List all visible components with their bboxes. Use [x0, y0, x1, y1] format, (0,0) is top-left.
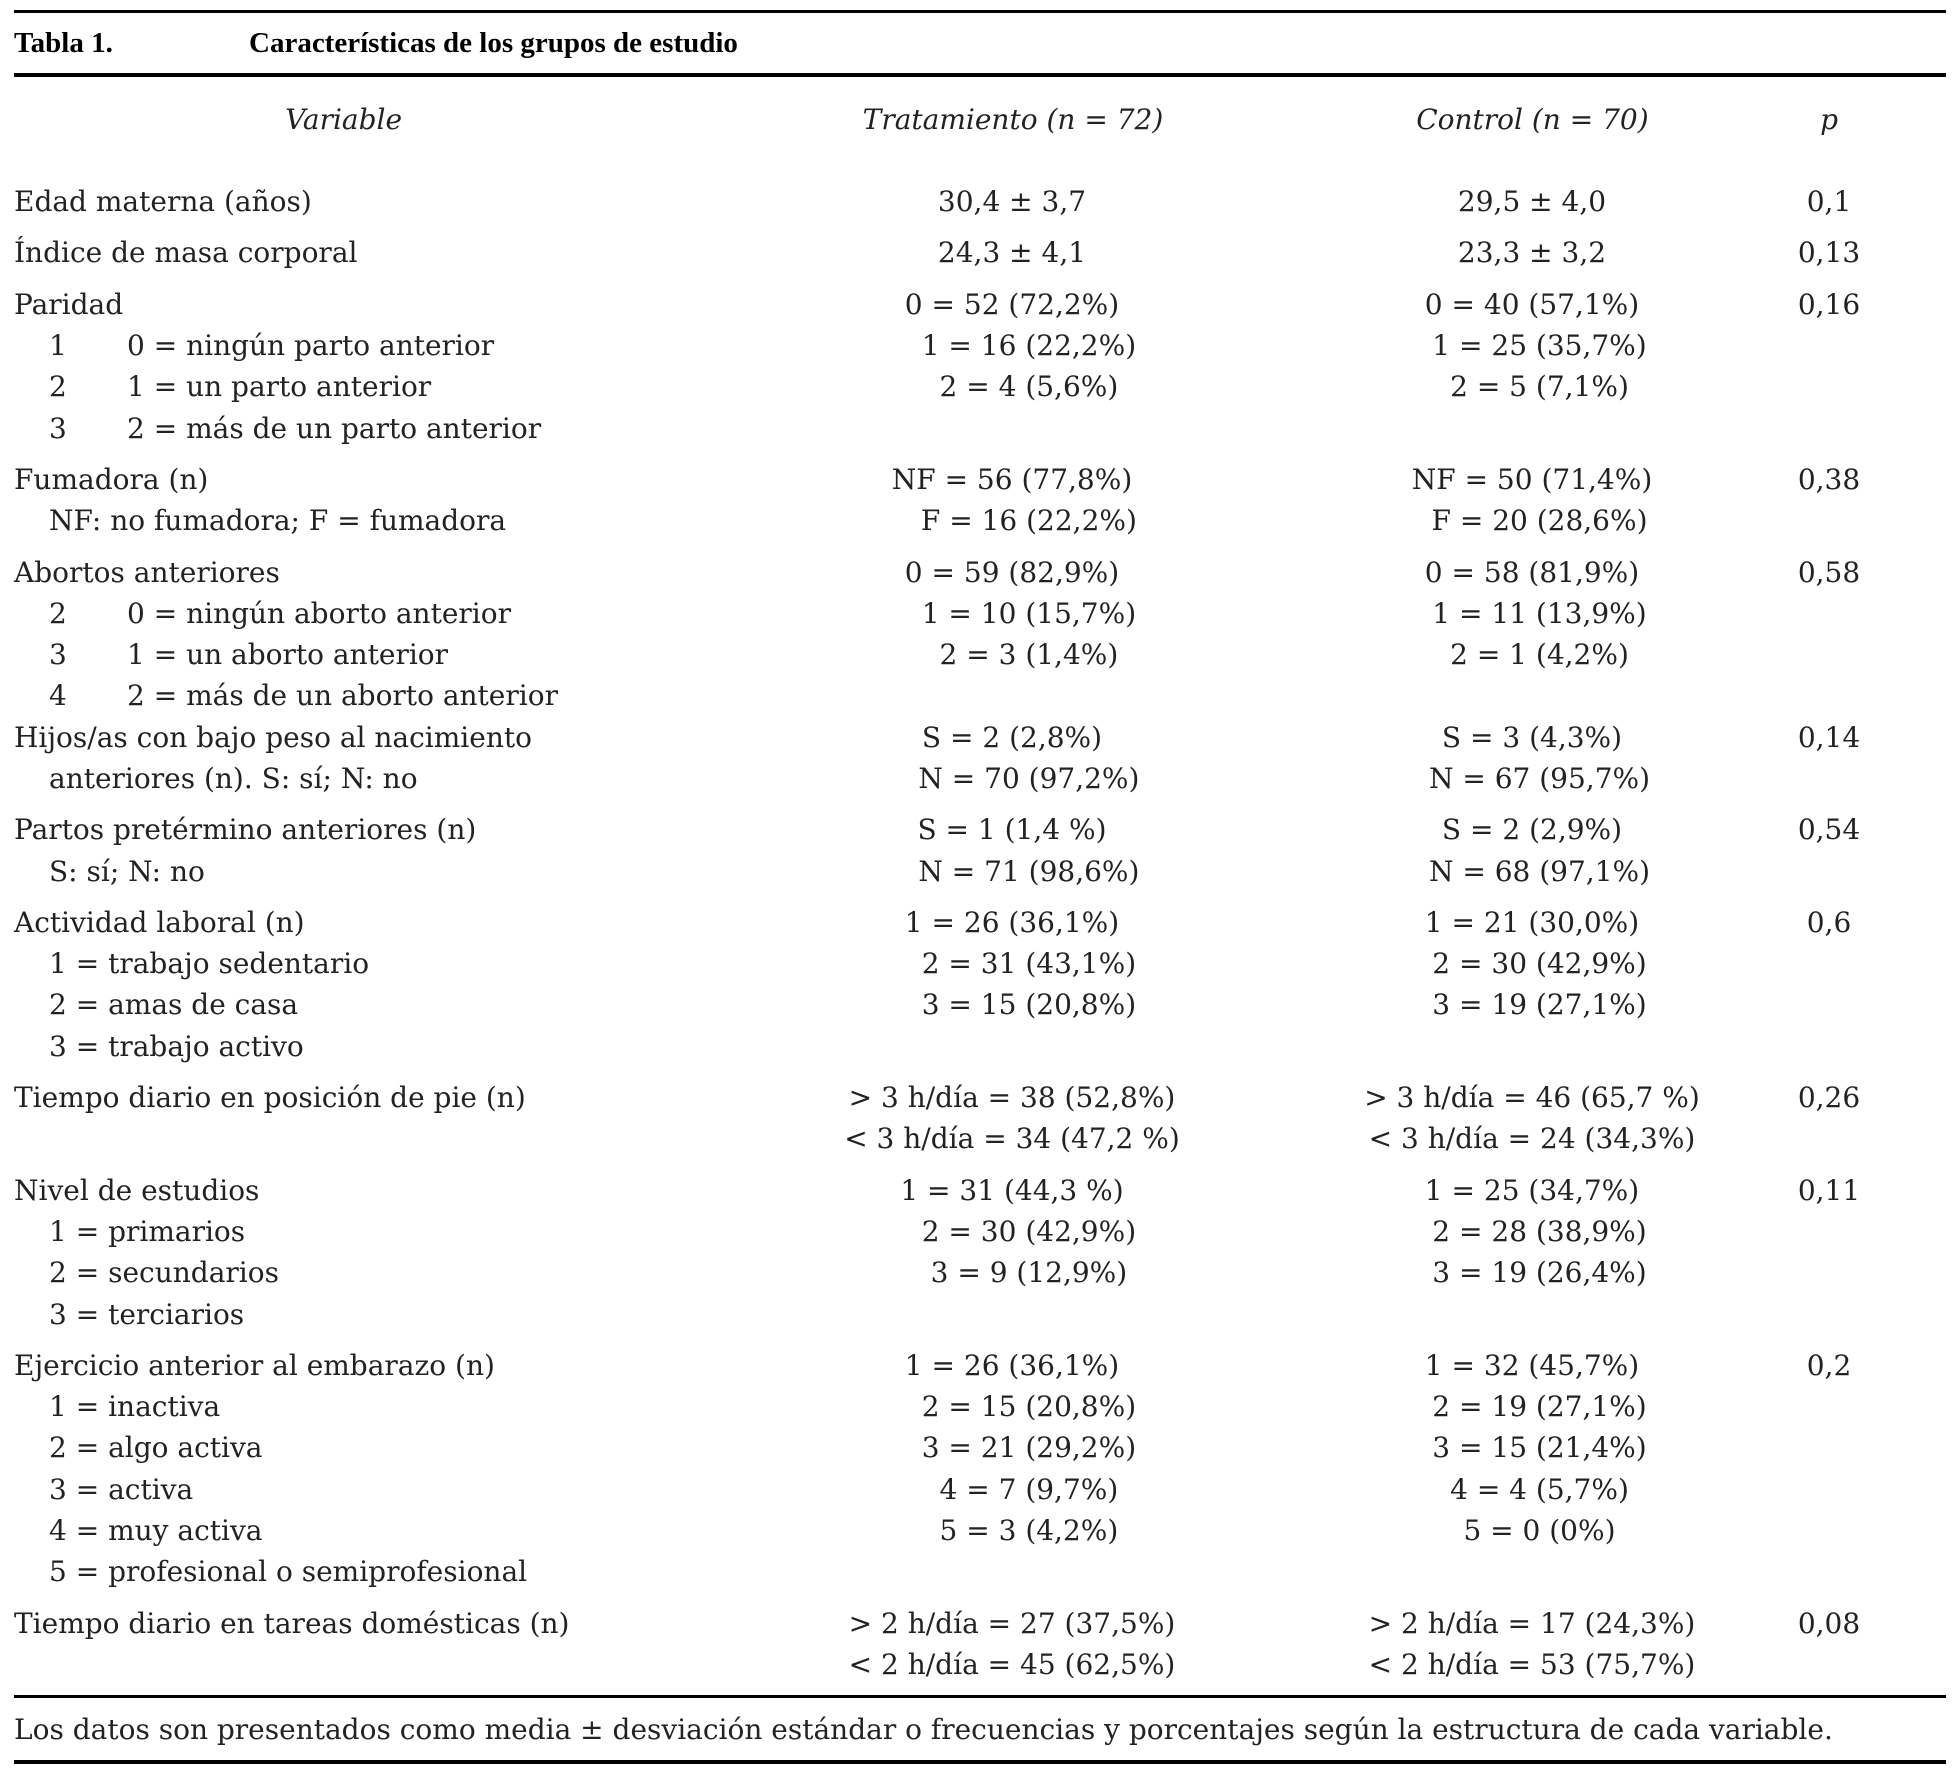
- cell-control: > 3 h/día = 46 (65,7 %): [1364, 1081, 1700, 1115]
- cell-variable: [14, 463, 672, 496]
- cell-variable: [14, 762, 695, 795]
- variable-label: NF: no fumadora; F = fumadora: [49, 504, 507, 538]
- table-number: Tabla 1.: [14, 26, 113, 59]
- variable-label: Nivel de estudios: [14, 1173, 260, 1207]
- table-row: [14, 325, 1946, 366]
- row-number: 2: [49, 370, 67, 404]
- cell-variable: [14, 329, 695, 362]
- table-row: [14, 1118, 1946, 1159]
- row-number: 2: [49, 596, 67, 630]
- cell-tratamiento: 2 = 3 (1,4%): [939, 638, 1119, 672]
- row-number: 3: [49, 411, 67, 445]
- variable-label: 1 = primarios: [49, 1214, 246, 1248]
- cell-tratamiento: N = 71 (98,6%): [918, 854, 1140, 888]
- cell-tratamiento: S = 2 (2,8%): [921, 720, 1103, 754]
- cell-tratamiento: > 3 h/día = 38 (52,8%): [848, 1081, 1176, 1115]
- cell-tratamiento: < 3 h/día = 34 (47,2 %): [844, 1122, 1180, 1156]
- cell-variable: [14, 236, 672, 269]
- table-row: [14, 1026, 1946, 1067]
- table-row: [14, 809, 1946, 850]
- variable-label: 1 = un aborto anterior: [127, 638, 449, 672]
- table-row: [14, 1551, 1946, 1592]
- cell-control: 4 = 4 (5,7%): [1450, 1472, 1629, 1506]
- row-group: [14, 284, 1946, 449]
- row-group: [14, 1345, 1946, 1593]
- table-row: [14, 634, 1946, 675]
- header-variable: Variable: [285, 102, 403, 136]
- cell-variable: [14, 1431, 695, 1464]
- cell-tratamiento: N = 70 (97,2%): [918, 762, 1140, 795]
- cell-tratamiento: 1 = 16 (22,2%): [921, 329, 1137, 363]
- cell-variable: [14, 947, 695, 980]
- variable-label: S: sí; N: no: [49, 854, 205, 888]
- cell-p-value: 0,08: [1797, 1606, 1861, 1640]
- variable-label: Fumadora (n): [14, 462, 209, 496]
- variable-label: 2 = más de un aborto anterior: [127, 679, 558, 713]
- cell-tratamiento: 0 = 52 (72,2%): [904, 287, 1120, 321]
- cell-p-value: 0,6: [1806, 905, 1852, 939]
- cell-tratamiento: 1 = 31 (44,3 %): [900, 1173, 1124, 1207]
- cell-tratamiento: 1 = 26 (36,1%): [904, 1348, 1120, 1382]
- cell-variable: [14, 1514, 695, 1547]
- table-row: [14, 943, 1946, 984]
- variable-label: 2 = más de un parto anterior: [127, 411, 542, 445]
- cell-variable: [14, 556, 672, 589]
- cell-control: N = 68 (97,1%): [1428, 854, 1651, 888]
- table-row: [14, 407, 1946, 448]
- cell-tratamiento: 2 = 4 (5,6%): [939, 370, 1119, 404]
- cell-control: 2 = 19 (27,1%): [1432, 1390, 1647, 1424]
- cell-p-value: 0,13: [1797, 236, 1861, 270]
- variable-label: Edad materna (años): [14, 185, 312, 219]
- variable-label: Actividad laboral (n): [14, 905, 305, 939]
- variable-label: 5 = profesional o semiprofesional: [49, 1555, 528, 1589]
- variable-label: 2 = amas de casa: [49, 988, 299, 1022]
- table-body: [14, 161, 1946, 1685]
- cell-variable: [14, 1473, 695, 1506]
- variable-label: 1 = un parto anterior: [127, 370, 432, 404]
- variable-label: Abortos anteriores: [14, 555, 280, 589]
- variable-label: Índice de masa corporal: [14, 236, 358, 270]
- cell-tratamiento: 2 = 15 (20,8%): [921, 1390, 1137, 1424]
- table-row: [14, 984, 1946, 1025]
- row-group: [14, 1603, 1946, 1686]
- cell-variable: [14, 1174, 672, 1207]
- cell-control: 2 = 1 (4,2%): [1450, 638, 1629, 672]
- variable-label: 2 = secundarios: [49, 1256, 279, 1290]
- cell-p-value: 0,11: [1797, 1173, 1861, 1207]
- cell-control: > 2 h/día = 17 (24,3%): [1368, 1606, 1696, 1640]
- cell-p-value: 0,2: [1806, 1348, 1852, 1382]
- cell-tratamiento: > 2 h/día = 27 (37,5%): [848, 1606, 1176, 1640]
- variable-label: anteriores (n). S: sí; N: no: [49, 762, 418, 795]
- cell-control: NF = 50 (71,4%): [1411, 462, 1653, 496]
- row-group: [14, 1077, 1946, 1160]
- cell-control: 1 = 25 (35,7%): [1432, 329, 1647, 363]
- cell-p-value: 0,16: [1797, 287, 1861, 321]
- cell-control: S = 3 (4,3%): [1441, 720, 1623, 754]
- cell-variable: [14, 597, 695, 630]
- cell-p-value: 0,38: [1797, 462, 1861, 496]
- table-row: [14, 1345, 1946, 1386]
- cell-p-value: 0,58: [1797, 555, 1861, 589]
- column-headers: [14, 77, 1946, 161]
- table-row: [14, 1644, 1946, 1685]
- cell-p-value: 0,1: [1806, 185, 1852, 219]
- table-row: [14, 500, 1946, 541]
- cell-variable: [14, 855, 695, 888]
- variable-label: Ejercicio anterior al embarazo (n): [14, 1348, 495, 1382]
- cell-variable: [14, 988, 695, 1021]
- cell-variable: [14, 1215, 695, 1248]
- row-group: [14, 459, 1946, 542]
- cell-control: F = 20 (28,6%): [1431, 504, 1648, 538]
- table-row: [14, 1427, 1946, 1468]
- table-row: [14, 758, 1946, 799]
- cell-tratamiento: 3 = 15 (20,8%): [921, 988, 1137, 1022]
- cell-variable: [14, 1390, 695, 1423]
- row-number: 4: [49, 679, 67, 713]
- cell-tratamiento: 2 = 30 (42,9%): [921, 1214, 1137, 1248]
- bottom-rule: [14, 1760, 1946, 1764]
- variable-label: Partos pretérmino anteriores (n): [14, 813, 477, 847]
- cell-tratamiento: S = 1 (1,4 %): [917, 813, 1107, 847]
- cell-tratamiento: F = 16 (22,2%): [920, 504, 1137, 538]
- table-row: [14, 1510, 1946, 1551]
- cell-control: 1 = 11 (13,9%): [1432, 596, 1647, 630]
- cell-tratamiento: 5 = 3 (4,2%): [939, 1514, 1119, 1548]
- cell-variable: [14, 638, 695, 671]
- cell-variable: [14, 1256, 695, 1289]
- cell-control: 23,3 ± 3,2: [1457, 236, 1607, 270]
- table-row: [14, 284, 1946, 325]
- cell-control: 29,5 ± 4,0: [1457, 185, 1607, 219]
- cell-variable: [14, 679, 695, 712]
- variable-label: 1 = trabajo sedentario: [49, 947, 370, 981]
- variable-label: 1 = inactiva: [49, 1390, 221, 1424]
- cell-tratamiento: < 2 h/día = 45 (62,5%): [848, 1647, 1176, 1681]
- table-row: [14, 675, 1946, 716]
- cell-variable: [14, 813, 672, 846]
- variable-label: Paridad: [14, 287, 124, 321]
- variable-label: 0 = ningún parto anterior: [127, 329, 495, 363]
- table-row: [14, 850, 1946, 891]
- cell-control: 1 = 25 (34,7%): [1424, 1173, 1640, 1207]
- variable-label: Tiempo diario en tareas domésticas (n): [14, 1606, 570, 1640]
- cell-tratamiento: 3 = 9 (12,9%): [930, 1256, 1128, 1290]
- cell-control: 3 = 15 (21,4%): [1432, 1431, 1647, 1465]
- variable-label: 0 = ningún aborto anterior: [127, 596, 511, 630]
- cell-control: 2 = 5 (7,1%): [1450, 370, 1629, 404]
- cell-control: 3 = 19 (27,1%): [1432, 988, 1647, 1022]
- cell-control: < 2 h/día = 53 (75,7%): [1368, 1647, 1696, 1681]
- variable-label: 3 = trabajo activo: [49, 1029, 304, 1063]
- cell-tratamiento: 1 = 10 (15,7%): [921, 596, 1137, 630]
- table-row: [14, 1386, 1946, 1427]
- cell-p-value: 0,26: [1797, 1081, 1861, 1115]
- cell-variable: [14, 412, 695, 445]
- table-row: [14, 1469, 1946, 1510]
- cell-tratamiento: 0 = 59 (82,9%): [904, 555, 1120, 589]
- cell-variable: [14, 288, 672, 321]
- table-row: [14, 181, 1946, 222]
- cell-variable: [14, 1349, 672, 1382]
- table-title: Características de los grupos de estudio: [249, 26, 738, 59]
- table-row: [14, 1252, 1946, 1293]
- cell-control: 1 = 32 (45,7%): [1424, 1348, 1640, 1382]
- table-row: [14, 902, 1946, 943]
- cell-tratamiento: 2 = 31 (43,1%): [921, 947, 1137, 981]
- table-row: [14, 717, 1946, 758]
- cell-variable: [14, 370, 695, 403]
- cell-variable: [14, 1555, 695, 1588]
- cell-variable: [14, 1081, 672, 1114]
- cell-tratamiento: 4 = 7 (9,7%): [939, 1472, 1119, 1506]
- cell-variable: [14, 185, 672, 218]
- cell-control: N = 67 (95,7%): [1428, 762, 1651, 795]
- data-table: [14, 10, 1946, 1764]
- row-group: [14, 181, 1946, 222]
- variable-label: 2 = algo activa: [49, 1431, 263, 1465]
- cell-control: 1 = 21 (30,0%): [1424, 905, 1640, 939]
- table-row: [14, 551, 1946, 592]
- header-p: p: [1820, 102, 1839, 136]
- cell-tratamiento: 24,3 ± 4,1: [937, 236, 1087, 270]
- row-group: [14, 809, 1946, 892]
- cell-variable: [14, 1607, 672, 1640]
- row-group: [14, 551, 1946, 799]
- table-row: [14, 232, 1946, 273]
- variable-label: Hijos/as con bajo peso al nacimiento: [14, 720, 532, 754]
- variable-label: 4 = muy activa: [49, 1514, 263, 1548]
- cell-variable: [14, 721, 672, 754]
- variable-label: 3 = activa: [49, 1472, 194, 1506]
- table-row: [14, 366, 1946, 407]
- cell-control: 2 = 30 (42,9%): [1432, 947, 1647, 981]
- cell-tratamiento: 30,4 ± 3,7: [937, 185, 1087, 219]
- cell-control: < 3 h/día = 24 (34,3%): [1368, 1122, 1696, 1156]
- cell-p-value: 0,54: [1797, 813, 1861, 847]
- cell-p-value: 0,14: [1797, 720, 1861, 754]
- table-row: [14, 1170, 1946, 1211]
- cell-control: 5 = 0 (0%): [1463, 1514, 1616, 1548]
- cell-tratamiento: NF = 56 (77,8%): [891, 462, 1133, 496]
- row-number: 1: [49, 329, 67, 363]
- cell-variable: [14, 504, 695, 537]
- row-group: [14, 232, 1946, 273]
- table-row: [14, 593, 1946, 634]
- row-number: 3: [49, 638, 67, 672]
- row-group: [14, 1170, 1946, 1335]
- cell-control: S = 2 (2,9%): [1441, 813, 1623, 847]
- cell-control: 2 = 28 (38,9%): [1432, 1214, 1647, 1248]
- header-control: Control (n = 70): [1416, 102, 1649, 136]
- table-row: [14, 1293, 1946, 1334]
- cell-variable: [14, 1030, 695, 1063]
- table-row: [14, 459, 1946, 500]
- table-row: [14, 1603, 1946, 1644]
- row-group: [14, 902, 1946, 1067]
- footnote: Los datos son presentados como media ± desviación estándar o frecuencias y porcentajes según la estructura de cada variable.: [14, 1712, 1833, 1746]
- cell-variable: [14, 906, 672, 939]
- table-row: [14, 1077, 1946, 1118]
- variable-label: 3 = terciarios: [49, 1297, 245, 1331]
- cell-tratamiento: 3 = 21 (29,2%): [921, 1431, 1137, 1465]
- table-title-row: [14, 13, 1946, 73]
- table-row: [14, 1211, 1946, 1252]
- cell-variable: [14, 1298, 695, 1331]
- cell-tratamiento: 1 = 26 (36,1%): [904, 905, 1120, 939]
- cell-control: 0 = 58 (81,9%): [1424, 555, 1640, 589]
- cell-control: 3 = 19 (26,4%): [1432, 1256, 1647, 1290]
- variable-label: Tiempo diario en posición de pie (n): [14, 1081, 526, 1115]
- cell-control: 0 = 40 (57,1%): [1424, 287, 1640, 321]
- header-tratamiento: Tratamiento (n = 72): [862, 102, 1164, 136]
